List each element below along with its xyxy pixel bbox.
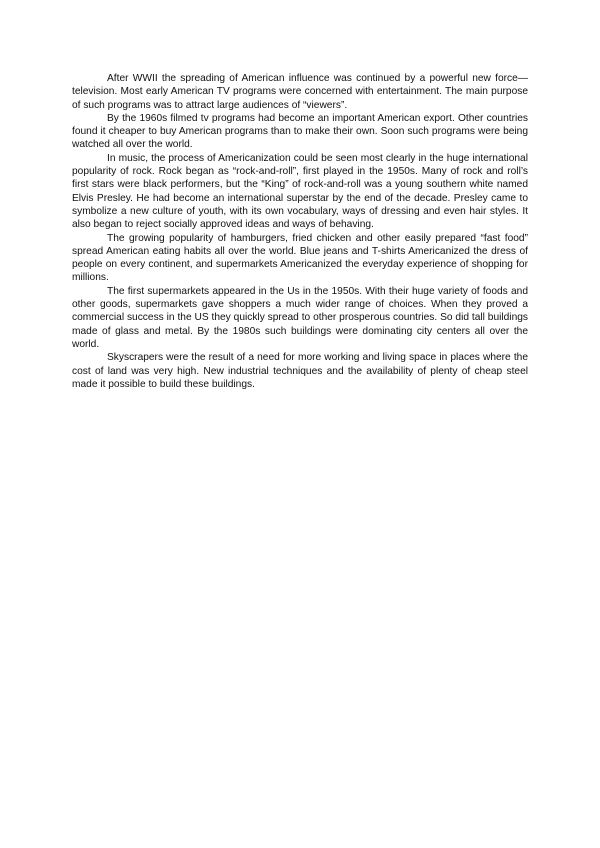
paragraph-television: After WWII the spreading of American influence was continued by a powerful new force—television. Most early American TV programs were concerned with entertainment. The main purpose of such programs was to attract large audiences of “viewers”. — [72, 73, 528, 111]
paragraph-supermarkets: The first supermarkets appeared in the Us in the 1950s. With their huge variety of foods and other goods, supermarkets gave shoppers a much wider range of choices. When they proved a commercial success in the US they quickly spread to other prosperous countries. So did tall buildings made of glass and metal. By the 1980s such buildings were dominating city centers all over the world. — [72, 285, 528, 350]
document-page — [72, 72, 528, 391]
paragraph-skyscrapers: Skyscrapers were the result of a need for more working and living space in places where the cost of land was very high. New industrial techniques and the availability of plenty of cheap steel made it possible to build these buildings. — [72, 352, 528, 390]
paragraph-fast-food: The growing popularity of hamburgers, fried chicken and other easily prepared “fast food” spread American eating habits all over the world. Blue jeans and T-shirts Americanized the dress of people on every continent, and supermarkets Americanized the everyday experience of shopping for millions. — [72, 232, 528, 284]
paragraph-tv-export: By the 1960s filmed tv programs had become an important American export. Other countries found it cheaper to buy American programs than to make their own. Soon such programs were being watched all over the world. — [72, 112, 528, 151]
paragraph-rock-music: In music, the process of Americanization could be seen most clearly in the huge international popularity of rock. Rock began as “rock-and-roll”, first played in the 1950s. Many of rock and roll’s first stars were black performers, but the “King” of rock-and-roll was a young southern white named Elvis Presley. He had become an international superstar by the end of the decade. Presley came to symbolize a new culture of youth, with its own vocabulary, ways of dressing and even hair styles. It also began to reject socially approved ideas and ways of behaving. — [72, 152, 528, 231]
